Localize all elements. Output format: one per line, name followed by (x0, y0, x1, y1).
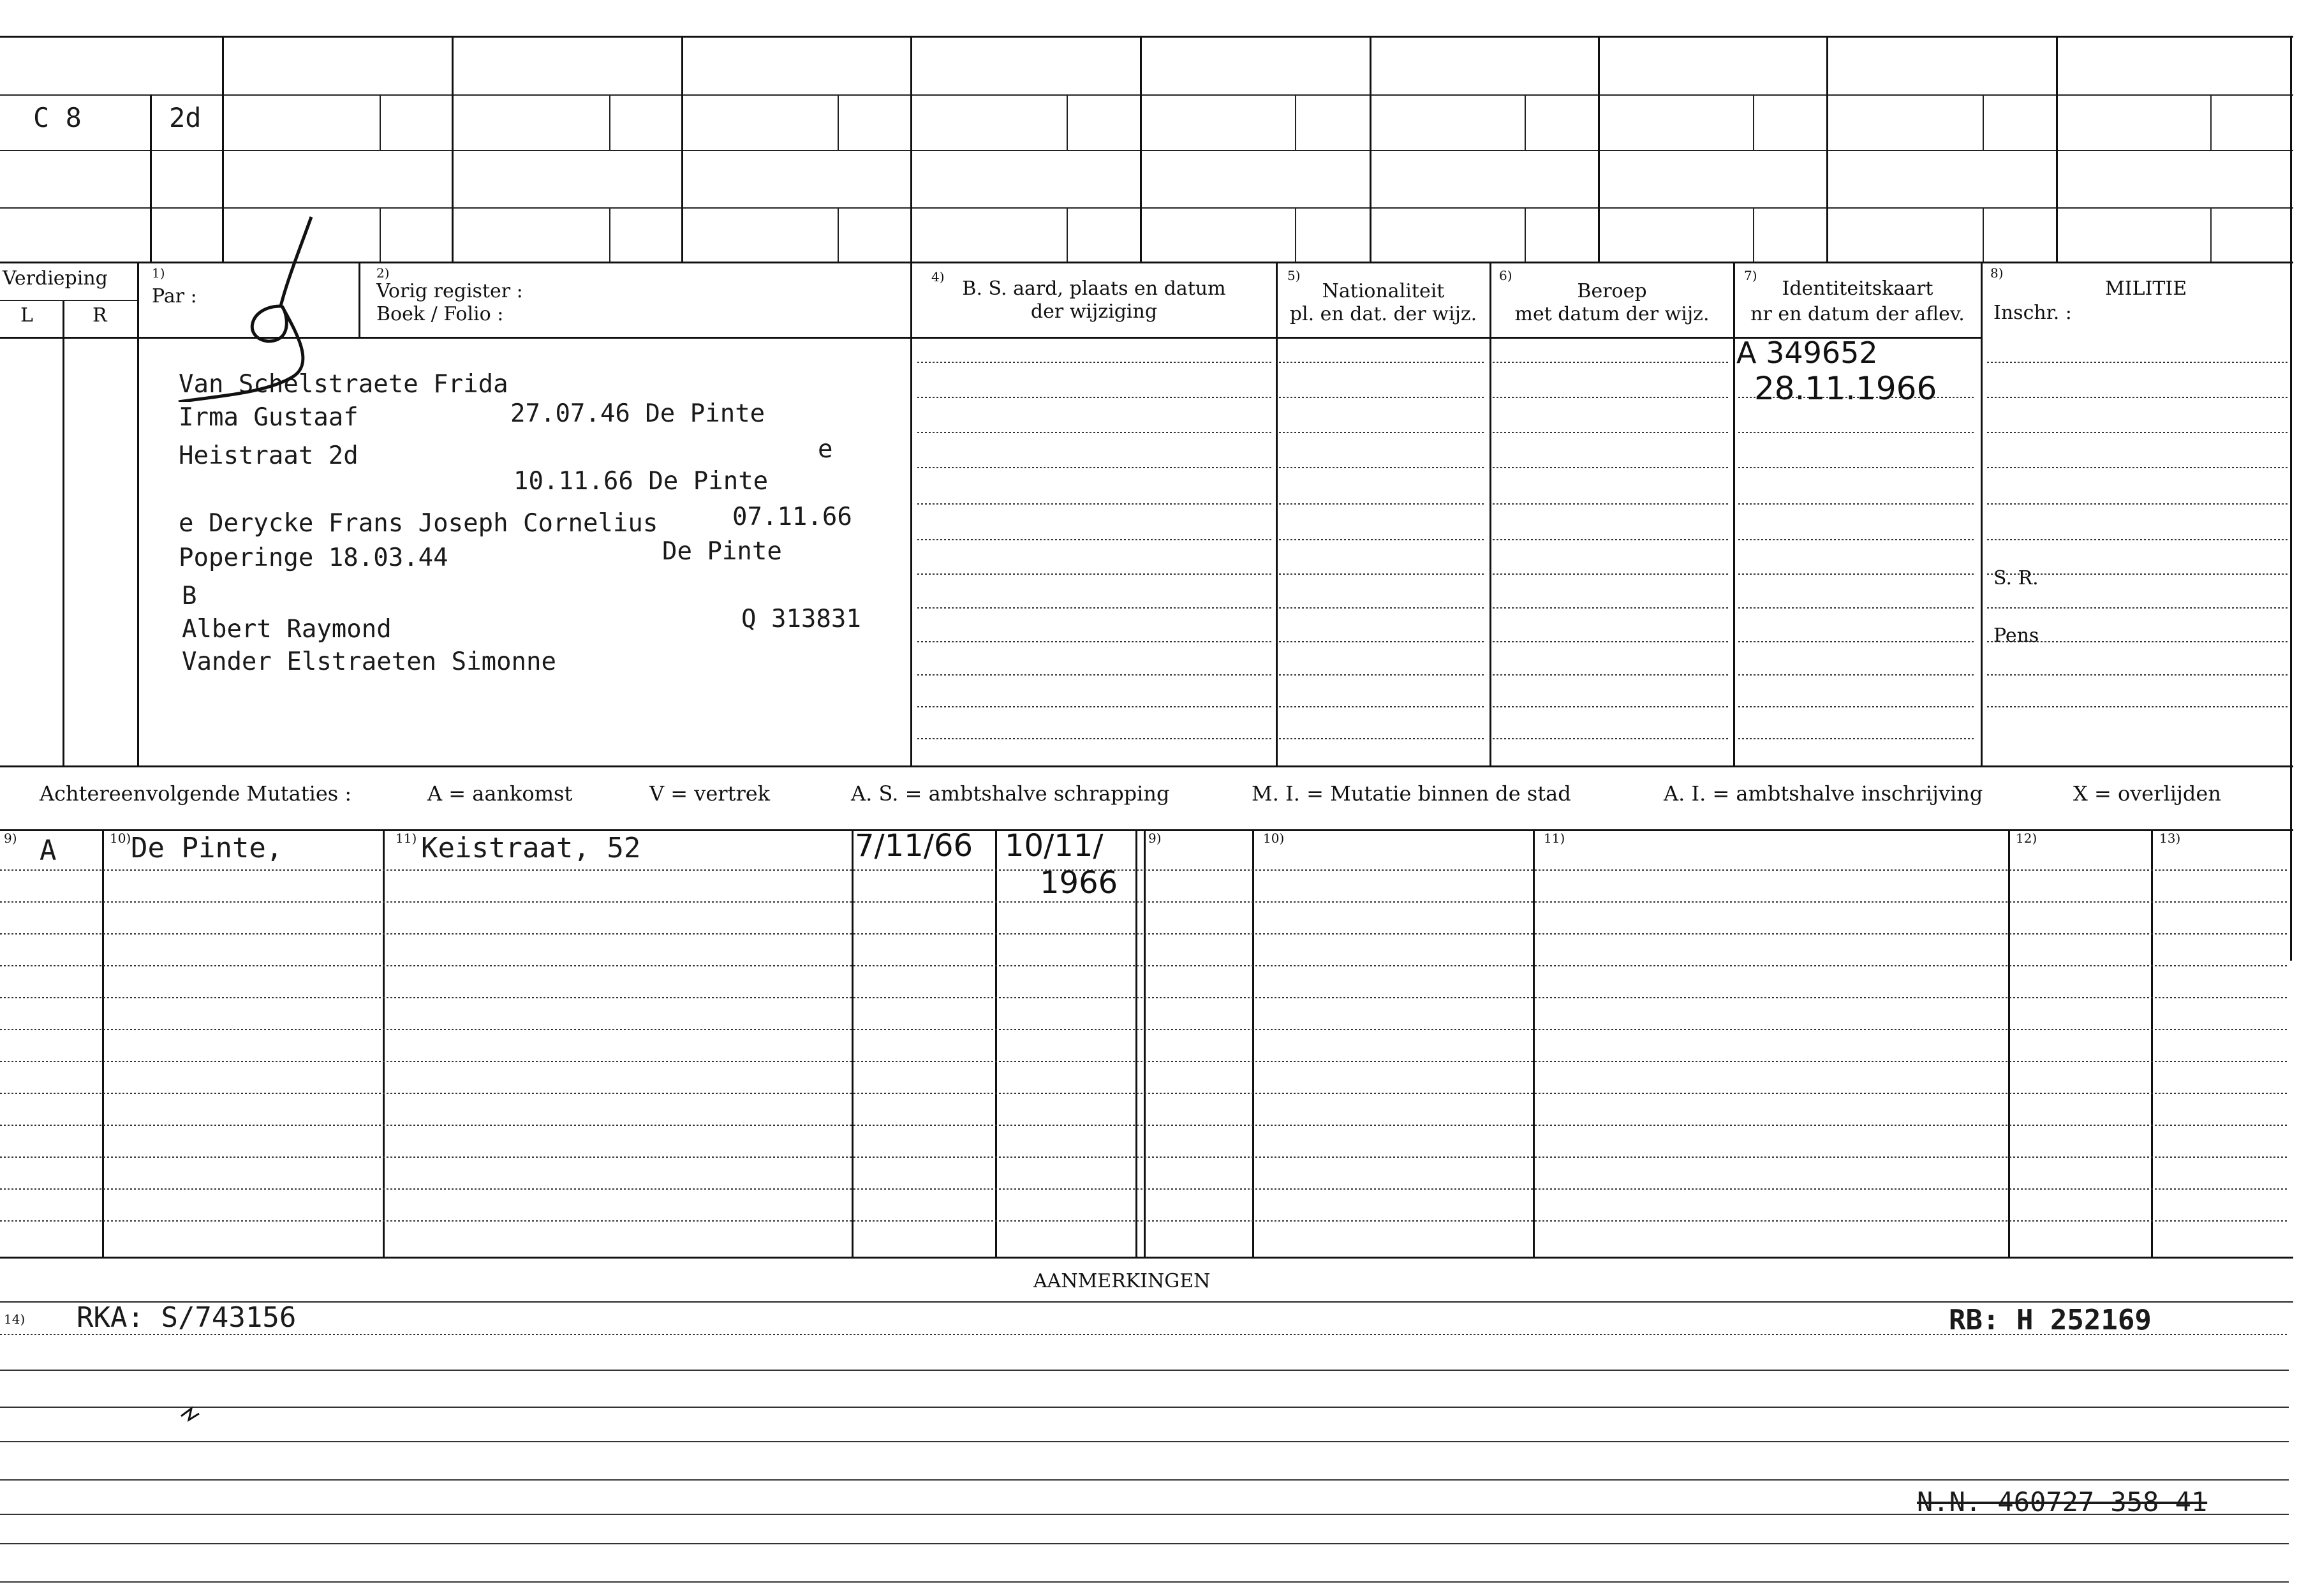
mutation-date-2a: 10/11/ (1005, 828, 1104, 864)
nat-label-2: pl. en dat. der wijz. (1289, 303, 1477, 325)
rka-number: RKA: S/743156 (77, 1301, 297, 1334)
signature-squiggle (172, 211, 338, 402)
person-line-6: Poperinge 18.03.44 (179, 543, 448, 572)
pens-label: Pens (1993, 624, 2039, 647)
grid-line (1140, 36, 1142, 262)
id-card-number: A 349652 (1736, 336, 1878, 370)
grid-line (1598, 36, 1600, 262)
person-date: 07.11.66 (732, 503, 852, 531)
rb-number: RB: H 252169 (1949, 1304, 2152, 1336)
grid-line (910, 36, 912, 262)
legend-x: X = overlijden (2073, 781, 2221, 806)
grid-line (1983, 94, 1984, 150)
grid-line (2210, 207, 2212, 262)
id-label-1: Identiteitskaart (1782, 277, 1933, 300)
legend-v: V = vertrek (649, 781, 771, 806)
beroep-label-1: Beroep (1577, 280, 1647, 302)
person-line-3: Heistraat 2d (179, 441, 358, 470)
code-left: C 8 (33, 102, 82, 133)
col-num: 11) (395, 831, 417, 846)
person-line-9: Vander Elstraeten Simonne (182, 647, 556, 676)
mutation-date-1: 7/11/66 (855, 828, 973, 864)
header-top-border (0, 262, 2293, 263)
legend-ai: A. I. = ambtshalve inschrijving (1664, 781, 1983, 806)
col-num: 11) (1544, 831, 1565, 846)
person-line-4: 10.11.66 De Pinte (514, 467, 769, 496)
person-mark: e (818, 435, 833, 464)
person-line-8: Albert Raymond (182, 615, 392, 644)
grid-line (838, 94, 839, 150)
mutation-place: De Pinte, (131, 832, 283, 864)
right-border (2290, 36, 2292, 961)
person-place: De Pinte (662, 537, 782, 566)
remarks-title: AANMERKINGEN (1033, 1270, 1211, 1292)
col-num: 12) (2016, 831, 2037, 846)
field-num: 6) (1499, 268, 1512, 283)
mutations-bottom-border (0, 1257, 2293, 1259)
col-num: 10) (1263, 831, 1285, 846)
person-code: Q 313831 (741, 605, 861, 633)
militie-label: MILITIE (2105, 277, 2187, 300)
verdieping-label: Verdieping (3, 267, 108, 290)
grid-line (1525, 94, 1526, 150)
grid-line (1753, 207, 1754, 262)
grid-line (1295, 207, 1296, 262)
grid-line (452, 36, 454, 262)
grid-line (1525, 207, 1526, 262)
person-line-5: e Derycke Frans Joseph Cornelius (179, 509, 658, 538)
vorig-register-label: Vorig register : (376, 280, 523, 302)
grid-line (2210, 94, 2212, 150)
grid-line (0, 150, 2293, 151)
mutation-rows (0, 829, 2290, 1257)
legend-a: A = aankomst (427, 781, 573, 806)
grid-line (358, 262, 360, 338)
col-r-label: R (92, 304, 107, 327)
col-num: 10) (110, 831, 131, 846)
grid-line (681, 36, 683, 262)
field-num: 7) (1744, 268, 1757, 283)
grid-line (609, 94, 610, 150)
grid-line (838, 207, 839, 262)
code-right: 2d (169, 102, 202, 133)
field-num: 4) (931, 269, 945, 284)
grid-line (1067, 207, 1068, 262)
legend-mi: M. I. = Mutatie binnen de stad (1252, 781, 1571, 806)
mutation-date-2b: 1966 (1040, 865, 1118, 901)
legend-title: Achtereenvolgende Mutaties : (40, 781, 352, 806)
grid-line (0, 207, 2293, 209)
grid-line (1370, 36, 1371, 262)
grid-line (150, 94, 152, 262)
grid-line (2056, 36, 2058, 262)
grid-line (0, 94, 2293, 96)
field-num: 2) (376, 265, 390, 281)
person-line-2: Irma Gustaaf (179, 403, 358, 432)
grid-line (609, 207, 610, 262)
col-num: 9) (1148, 831, 1162, 846)
grid-line (1983, 207, 1984, 262)
person-line-1: Van Schelstraete Frida (179, 370, 508, 399)
sr-label: S. R. (1993, 567, 2039, 589)
top-border (0, 36, 2293, 38)
person-birth: 27.07.46 De Pinte (510, 399, 765, 428)
col-num: 9) (4, 831, 17, 846)
beroep-label-2: met datum der wijz. (1514, 303, 1710, 325)
nn-number: N.N. 460727 358 41 (1917, 1486, 2208, 1518)
col-l-label: L (20, 304, 33, 327)
col-num: 13) (2159, 831, 2181, 846)
field-num: 5) (1287, 268, 1301, 283)
legend-as: A. S. = ambtshalve schrapping (851, 781, 1170, 806)
grid-line (63, 300, 64, 765)
grid-line (0, 300, 137, 301)
grid-line (1826, 36, 1828, 262)
grid-line (1753, 94, 1754, 150)
mutation-street: Keistraat, 52 (421, 832, 641, 864)
id-card-date: 28.11.1966 (1754, 370, 1937, 407)
field-num: 8) (1990, 265, 2004, 281)
mutation-type: A (40, 834, 57, 867)
id-label-2: nr en datum der aflev. (1750, 303, 1965, 325)
remarks-num: 14) (4, 1312, 26, 1327)
bs-label-1: B. S. aard, plaats en datum (962, 277, 1226, 300)
nat-label-1: Nationaliteit (1322, 280, 1445, 302)
grid-line (1067, 94, 1068, 150)
bs-label-2: der wijziging (1030, 300, 1158, 323)
remark-rows (0, 1301, 2290, 1595)
boek-folio-label: Boek / Folio : (376, 303, 504, 325)
section-border (0, 765, 2293, 767)
field-num: 1) (152, 265, 165, 281)
grid-line (380, 207, 381, 262)
inschr-label: Inschr. : (1993, 302, 2072, 324)
grid-line (380, 94, 381, 150)
person-line-7: B (182, 582, 197, 610)
par-label: Par : (152, 285, 197, 307)
grid-line (1295, 94, 1296, 150)
ruled-columns (912, 337, 2290, 765)
